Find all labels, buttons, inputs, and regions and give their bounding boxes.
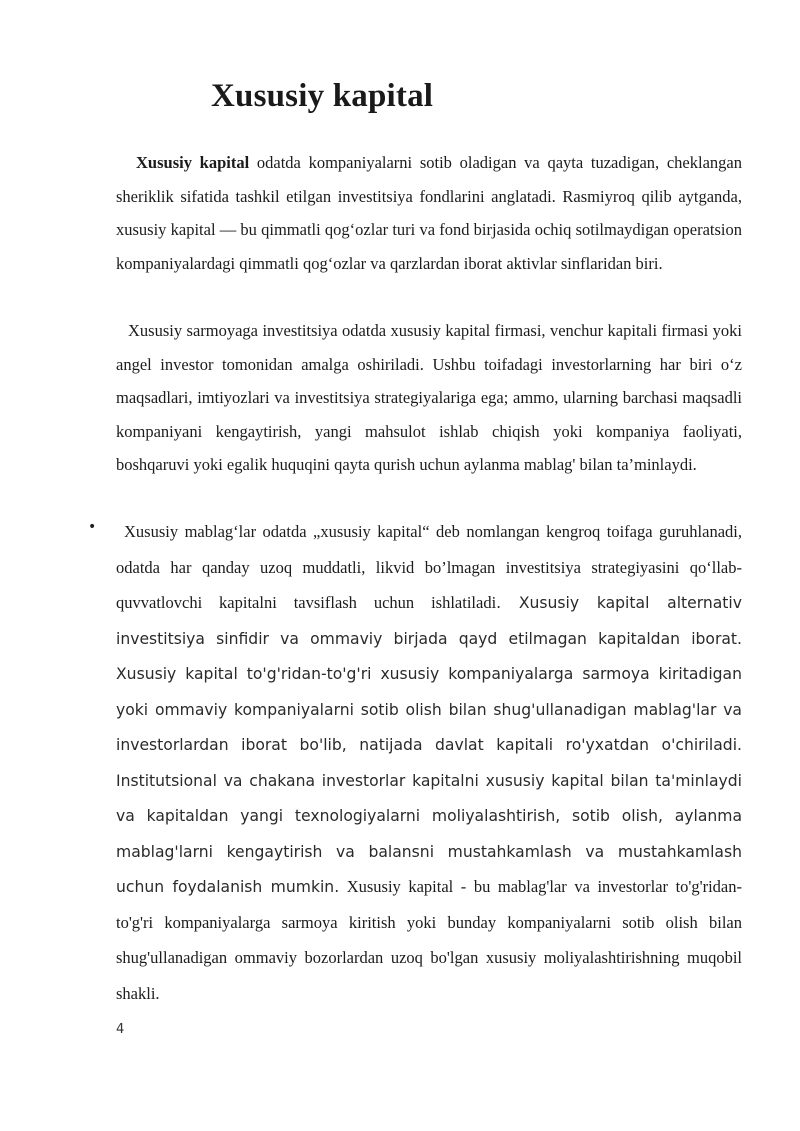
page-number: 4 bbox=[116, 1022, 125, 1037]
paragraph-3-serif-ending: Xususiy kapital - bu mablag'lar va investorlar to'g'ridan-to'g'ri kompaniyalarga sarmoya kiritish yoki bunday kompaniyalarni sotib olish bilan shug'ullanadigan ommaviy bozorlardan uzoq bo'lgan xususiy moliyalashtirishning muqobil shakli. bbox=[116, 877, 742, 1003]
paragraph-3 bbox=[116, 515, 742, 1012]
paragraph-2-text: Xususiy sarmoyaga investitsiya odatda xususiy kapital firmasi, venchur kapitali firmasi yoki angel investor tomonidan amalga oshiriladi. Ushbu toifadagi investorlarning har biri o‘z maqsadlari, imtiyozlari va investitsiya strategiyalariga ega; ammo, ularning barchasi maqsadli kompaniyani kengaytirish, yangi mahsulot ishlab chiqish yoki kompaniya faoliyati, boshqaruvi yoki egalik huquqini qayta qurish uchun aylanma mablag' bilan ta’minlaydi. bbox=[116, 321, 742, 475]
page-title: Xususiy kapital bbox=[211, 78, 434, 114]
paragraph-1-text: odatda kompaniyalarni sotib oladigan va qayta tuzadigan, cheklangan sheriklik sifatida tashkil etilgan investitsiya fondlarini anglatadi. Rasmiyroq qilib aytganda, xususiy kapital — bu qimmatli qog‘ozlar turi va fond birjasida ochiq sotilmaydigan operatsion kompaniyalardagi qimmatli qog‘ozlar va qarzlardan iborat aktivlar sinflaridan biri. bbox=[116, 153, 742, 273]
bullet-marker: • bbox=[88, 519, 97, 535]
paragraph-1-lead-term: Xususiy kapital bbox=[136, 153, 250, 172]
paragraph-3-sans-text: . Xususiy kapital alternativ investitsiya sinfidir va ommaviy birjada qayd etilmagan kapitaldan iborat. Xususiy kapital to'g'ridan-to'g'ri xususiy kompaniyalarga sarmoya kiritadigan yoki ommaviy kompaniyalarni sotib olish bilan shug'ullanadigan mablag'lar va investorlardan iborat bo'lib, natijada davlat kapitali ro'yxatdan o'chiriladi. Institutsional va chakana investorlar kapitalni xususiy kapital bilan ta'minlaydi va kapitaldan yangi texnologiyalarni moliyalashtirish, sotib olish, aylanma mablag'larni kengaytirish va balansni mustahkamlash va mustahkamlash uchun foydalanish mumkin. bbox=[116, 594, 742, 896]
paragraph-3-serif-text: Xususiy mablag‘lar odatda „xususiy kapital“ deb nomlangan kengroq toifaga guruhlanadi, odatda har qanday uzoq muddatli, likvid bo’lmagan investitsiya strategiyasini qo‘llab-quvvatlovchi kapitalni tavsiflash uchun ishlatiladi bbox=[116, 522, 742, 612]
paragraph-1 bbox=[116, 146, 742, 280]
paragraph-2 bbox=[116, 314, 742, 482]
